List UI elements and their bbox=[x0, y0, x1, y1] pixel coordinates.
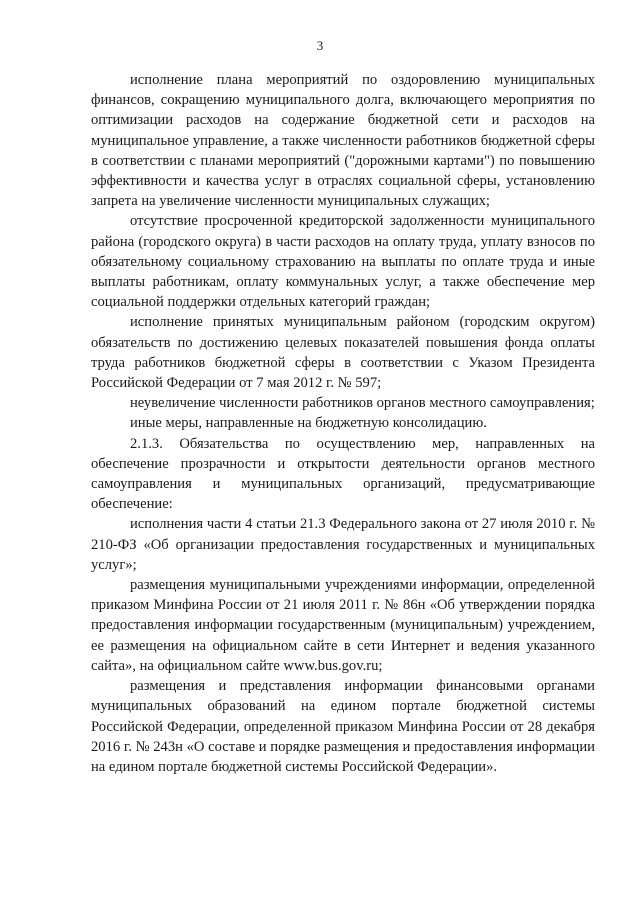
paragraph-wage-obligations: исполнение принятых муниципальным районом (городским округом) обязательств по достижению целевых показателей повышения фонда оплаты труда работников бюджетной сферы в соответствии с Указом Президента Российской Федерации от 7 мая 2012 г. № 597; bbox=[91, 314, 595, 392]
paragraph-bus-gov-ru: размещения муниципальными учреждениями информации, определенной приказом Минфина России от 21 июля 2011 г. № 86н «Об утверждении порядка предоставления информации государственным (муниципальным) учреждением, ее размещения на официальном сайте в сети Интернет и ведения указанного сайта», на официальном сайте www.bus.gov.ru; bbox=[91, 577, 595, 674]
paragraph-budget-recovery-plan: исполнение плана мероприятий по оздоровлению муниципальных финансов, сокращению муниципального долга, включающего мероприятия по оптимизации расходов на содержание бюджетной сети и расходов на муниципальное управление, а также численности работников бюджетной сферы в соответствии с планами мероприятий ("дорожными картами") по повышению эффективности и качества услуг в отраслях социальной сферы, установлению запрета на увеличение численности муниципальных служащих; bbox=[91, 72, 595, 210]
paragraph-section-2-1-3: 2.1.3. Обязательства по осуществлению мер, направленных на обеспечение прозрачности и открытости деятельности органов местного самоуправления и муниципальных организаций, предусматривающие обеспечение: bbox=[91, 435, 595, 513]
paragraph-other-measures: иные меры, направленные на бюджетную консолидацию. bbox=[130, 415, 487, 432]
page-number: 3 bbox=[316, 38, 324, 53]
paragraph-unified-budget-portal: размещения и представления информации финансовыми органами муниципальных образований на едином портале бюджетной системы Российской Федерации, определенной приказом Минфина России от 28 декабря 2016 г. № 243н «О составе и порядке размещения и предоставления информации на едином портале бюджетной системы Российской Федерации». bbox=[91, 678, 595, 775]
document-body bbox=[91, 70, 595, 777]
paragraph-no-overdue-debt: отсутствие просроченной кредиторской задолженности муниципального района (городского округа) в части расходов на оплату труда, уплату взносов по обязательному социальному страхованию на выплаты по оплате труда и иные выплаты работникам, оплату коммунальных услуг, а также обеспечение мер социальной поддержки отдельных категорий граждан; bbox=[91, 213, 595, 311]
paragraph-staff-freeze: неувеличение численности работников органов местного самоуправления; bbox=[130, 395, 595, 412]
paragraph-federal-law-210: исполнения части 4 статьи 21.3 Федерального закона от 27 июля 2010 г. № 210-ФЗ «Об организации предоставления государственных и муниципальных услуг»; bbox=[91, 516, 595, 573]
